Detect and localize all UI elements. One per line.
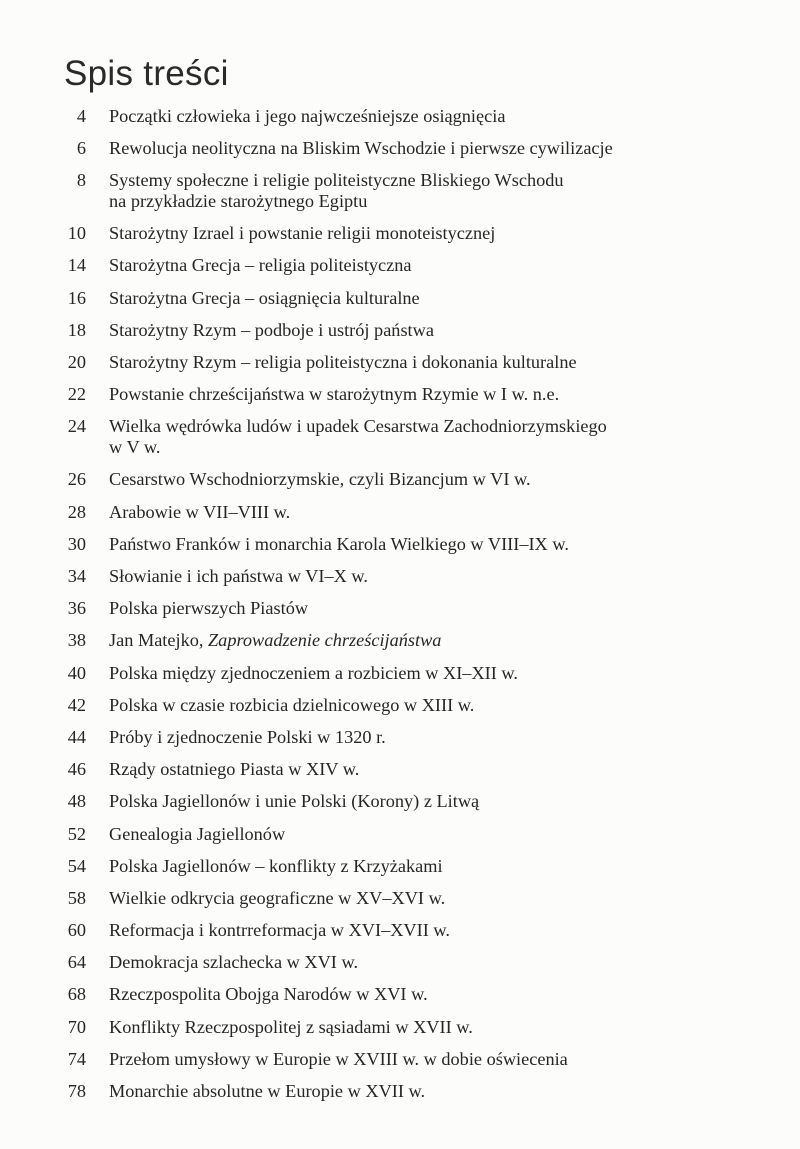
toc-page-number: 48 (67, 791, 86, 812)
toc-entry-text: Monarchie absolutne w Europie w XVII w. (109, 1081, 426, 1102)
toc-entry[interactable] (0, 818, 800, 850)
toc-page-number: 16 (67, 287, 86, 308)
toc-page-number: 52 (67, 823, 86, 844)
toc-page-number: 22 (67, 384, 86, 405)
toc-entry[interactable] (0, 314, 800, 346)
toc-entry-title (109, 288, 689, 309)
toc-entry[interactable] (0, 218, 800, 250)
toc-entry-text: Przełom umysłowy w Europie w XVIII w. w dobie oświecenia (109, 1048, 568, 1069)
toc-entry-title (109, 106, 689, 127)
page-title: Spis treści (64, 54, 229, 93)
toc-entry-text: Starożytna Grecja – osiągnięcia kulturalne (109, 287, 420, 308)
toc-entry[interactable] (0, 346, 800, 378)
toc-entry-text: Starożytny Rzym – religia politeistyczna i dokonania kulturalne (109, 351, 577, 372)
toc-entry-title (109, 888, 689, 909)
toc-entry-title (109, 759, 689, 780)
toc-entry-title (109, 598, 689, 619)
toc-entry-text: Starożytny Izrael i powstanie religii monoteistycznej (109, 223, 496, 244)
toc-entry-text: Reformacja i kontrreformacja w XVI–XVII w. (109, 920, 450, 941)
toc-entry-text-continued: w V w. (109, 437, 161, 458)
toc-entry-text: Polska między zjednoczeniem a rozbiciem w XI–XII w. (109, 662, 518, 683)
toc-entry-text: Polska w czasie rozbicia dzielnicowego w XIII w. (109, 694, 475, 715)
toc-entry[interactable] (0, 282, 800, 314)
toc-page-number: 64 (67, 952, 86, 973)
toc-page-number: 60 (67, 920, 86, 941)
toc-entry[interactable] (0, 1043, 800, 1075)
toc-page-number: 38 (67, 630, 86, 651)
toc-entry-text: Starożytna Grecja – religia politeistyczna (109, 255, 412, 276)
toc-entry-title (109, 824, 689, 845)
toc-entry-text: Cesarstwo Wschodniorzymskie, czyli Bizancjum w VI w. (109, 469, 531, 490)
toc-entry-text: Genealogia Jagiellonów (109, 823, 286, 844)
toc-entry[interactable] (0, 786, 800, 818)
toc-page-number: 28 (67, 501, 86, 522)
toc-page-number: 20 (67, 351, 86, 372)
toc-entry-text: Polska Jagiellonów – konflikty z Krzyżakami (109, 855, 443, 876)
toc-entry[interactable] (0, 1011, 800, 1043)
toc-entry-title (109, 255, 689, 276)
toc-entry-text: Rewolucja neolityczna na Bliskim Wschodzie i pierwsze cywilizacje (109, 137, 613, 158)
toc-page-number: 42 (67, 694, 86, 715)
toc-entry[interactable] (0, 754, 800, 786)
toc-entry[interactable] (0, 250, 800, 282)
toc-entry-text: Państwo Franków i monarchia Karola Wielkiego w VIII–IX w. (109, 533, 569, 554)
toc-entry-title (109, 952, 689, 973)
toc-entry[interactable] (0, 915, 800, 947)
toc-entry-text: Polska Jagiellonów i unie Polski (Korony) z Litwą (109, 791, 480, 812)
toc-page-number: 26 (67, 469, 86, 490)
toc-entry-title (109, 534, 689, 555)
toc-entry-title (109, 727, 689, 748)
table-of-contents (0, 100, 800, 1108)
toc-entry[interactable] (0, 593, 800, 625)
toc-entry[interactable] (0, 528, 800, 560)
toc-page-number: 58 (67, 887, 86, 908)
toc-entry[interactable] (0, 882, 800, 914)
toc-entry-text: Polska pierwszych Piastów (109, 598, 309, 619)
toc-entry-text: Wielkie odkrycia geograficzne w XV–XVI w. (109, 887, 446, 908)
toc-page-number: 24 (67, 416, 86, 437)
toc-entry[interactable] (0, 1075, 800, 1107)
toc-page-number: 36 (67, 598, 86, 619)
toc-entry[interactable] (0, 850, 800, 882)
toc-entry[interactable] (0, 132, 800, 164)
toc-entry-title (109, 984, 689, 1005)
toc-entry-title (109, 320, 689, 341)
toc-entry[interactable] (0, 496, 800, 528)
toc-entry-title (109, 352, 689, 373)
toc-entry-title (109, 138, 689, 159)
toc-entry[interactable] (0, 721, 800, 753)
toc-entry[interactable] (0, 100, 800, 132)
toc-entry-title (109, 566, 689, 587)
toc-entry-text: Próby i zjednoczenie Polski w 1320 r. (109, 726, 386, 747)
toc-entry-title (109, 791, 689, 812)
toc-entry-text: Początki człowieka i jego najwcześniejsze osiągnięcia (109, 105, 506, 126)
toc-page-number: 18 (67, 319, 86, 340)
toc-entry-title (109, 170, 689, 212)
toc-entry[interactable] (0, 657, 800, 689)
toc-entry[interactable] (0, 464, 800, 496)
toc-entry-text: Konflikty Rzeczpospolitej z sąsiadami w XVII w. (109, 1016, 473, 1037)
toc-entry-title (109, 663, 689, 684)
toc-page-number: 14 (67, 255, 86, 276)
toc-entry-text: Słowianie i ich państwa w VI–X w. (109, 566, 368, 587)
toc-entry[interactable] (0, 947, 800, 979)
toc-page-number: 68 (67, 984, 86, 1005)
toc-entry[interactable] (0, 164, 800, 217)
toc-entry-title (109, 384, 689, 405)
toc-entry-title (109, 502, 689, 523)
toc-entry-text: Demokracja szlachecka w XVI w. (109, 952, 359, 973)
toc-entry-title (109, 1081, 689, 1102)
toc-entry[interactable] (0, 979, 800, 1011)
toc-entry[interactable] (0, 379, 800, 411)
toc-page-number: 10 (67, 223, 86, 244)
toc-entry-text: Wielka wędrówka ludów i upadek Cesarstwa Zachodniorzymskiego (109, 416, 607, 437)
toc-entry-title (109, 223, 689, 244)
toc-entry-text: Rządy ostatniego Piasta w XIV w. (109, 759, 360, 780)
toc-page-number: 30 (67, 533, 86, 554)
toc-entry-title (109, 920, 689, 941)
toc-page-number: 4 (76, 105, 86, 126)
toc-entry-text-continued: na przykładzie starożytnego Egiptu (109, 190, 368, 211)
toc-page-number: 6 (76, 137, 86, 158)
toc-entry-title (109, 1017, 689, 1038)
toc-page-number: 46 (67, 759, 86, 780)
toc-entry-text: Systemy społeczne i religie politeistyczne Bliskiego Wschodu (109, 169, 564, 190)
toc-page-number: 78 (67, 1081, 86, 1102)
toc-page-number: 54 (67, 855, 86, 876)
toc-entry-title (109, 1049, 689, 1070)
toc-entry[interactable] (0, 411, 800, 464)
toc-entry-title (109, 856, 689, 877)
toc-page-number: 40 (67, 662, 86, 683)
toc-page-number: 8 (76, 169, 86, 190)
toc-entry-title (109, 469, 689, 490)
toc-page-number: 70 (67, 1016, 86, 1037)
toc-page-number: 74 (67, 1048, 86, 1069)
toc-entry-italic-title: Zaprowadzenie chrześcijaństwa (208, 630, 442, 651)
toc-entry-text: Powstanie chrześcijaństwa w starożytnym Rzymie w I w. n.e. (109, 384, 560, 405)
toc-entry-title (109, 695, 689, 716)
toc-page-number: 34 (67, 566, 86, 587)
toc-entry-text: Arabowie w VII–VIII w. (109, 501, 291, 522)
toc-entry-text: Starożytny Rzym – podboje i ustrój państwa (109, 319, 434, 340)
toc-entry[interactable] (0, 560, 800, 592)
toc-entry-text: Rzeczpospolita Obojga Narodów w XVI w. (109, 984, 428, 1005)
toc-entry-title (109, 416, 689, 458)
toc-page-number: 44 (67, 726, 86, 747)
toc-entry[interactable] (0, 689, 800, 721)
toc-entry-text: Jan Matejko, (109, 630, 209, 651)
toc-entry-title (109, 630, 689, 651)
toc-entry[interactable] (0, 625, 800, 657)
